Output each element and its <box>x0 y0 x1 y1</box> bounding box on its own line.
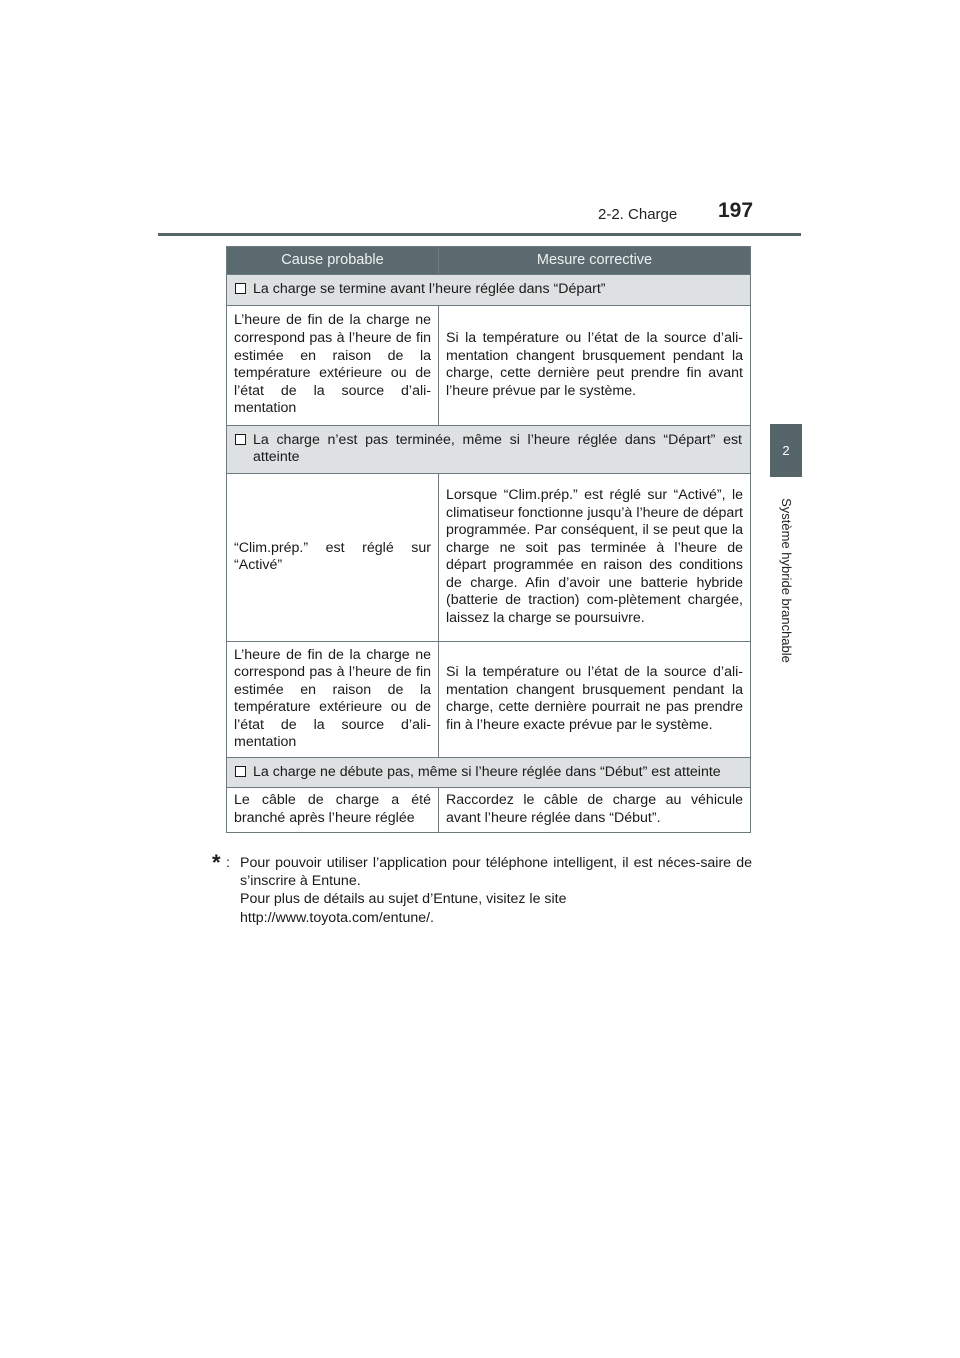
table-row <box>227 641 751 757</box>
measure-cell: Si la température ou l’état de la source d’ali-mentation changent brusquement pendant la charge, cette dernière pourrait ne pas prendre fin à l’heure exacte prévue par le système. <box>439 641 751 757</box>
checkbox-icon <box>235 766 246 777</box>
measure-cell: Lorsque “Clim.prép.” est réglé sur “Activé”, le climatiseur fonctionne jusqu’à l’heure de départ programmée. Par conséquent, il se peut que la charge ne soit pas terminée à l’heure de départ programmée en raison des conditions de charge. Afin d’avoir une batterie hybride (batterie de traction) com-plètement chargée, laissez la charge se poursuivre. <box>439 473 751 641</box>
group-heading-text: La charge n’est pas terminée, même si l’heure réglée dans “Départ” est atteinte <box>253 431 742 466</box>
checkbox-icon <box>235 434 246 445</box>
column-header-cause: Cause probable <box>227 247 439 275</box>
page-number: 197 <box>718 199 754 222</box>
group-heading-row <box>227 757 751 788</box>
checkbox-icon <box>235 283 246 294</box>
header-rule <box>158 233 801 236</box>
chapter-tab: 2 <box>770 424 802 477</box>
table-row <box>227 305 751 425</box>
table-row <box>227 473 751 641</box>
group-heading <box>227 757 751 788</box>
footnote-line-1: Pour pouvoir utiliser l’application pour téléphone intelligent, il est néces-saire de s’inscrire à Entune. <box>240 855 752 890</box>
chapter-label-text: Système hybride branchable <box>778 497 794 663</box>
cause-cell: “Clim.prép.” est réglé sur “Activé” <box>227 473 439 641</box>
measure-cell: Raccordez le câble de charge au véhicule avant l’heure réglée dans “Début”. <box>439 788 751 832</box>
group-heading-text: La charge se termine avant l’heure réglée dans “Départ” <box>253 281 606 297</box>
footnote-marker: * <box>212 850 221 875</box>
footnote <box>212 850 752 927</box>
chapter-label <box>770 480 802 680</box>
column-header-measure: Mesure corrective <box>439 247 751 275</box>
group-heading <box>227 425 751 473</box>
measure-cell: Si la température ou l’état de la source d’ali-mentation changent brusquement pendant la charge, cette dernière peut prendre fin avant l’heure prévue par le système. <box>439 305 751 425</box>
cause-cell: L’heure de fin de la charge ne correspond pas à l’heure de fin estimée en raison de la température extérieure ou de l’état de la source d’ali-mentation <box>227 305 439 425</box>
group-heading-row <box>227 275 751 306</box>
group-heading-row <box>227 425 751 473</box>
group-heading <box>227 275 751 306</box>
footnote-colon: : <box>226 855 230 871</box>
table-row <box>227 788 751 832</box>
troubleshooting-table <box>226 246 751 833</box>
cause-cell: Le câble de charge a été branché après l’heure réglée <box>227 788 439 832</box>
section-title: 2-2. Charge <box>598 206 678 223</box>
footnote-line-2: Pour plus de détails au sujet d’Entune, visitez le site <box>240 891 567 908</box>
footnote-link: http://www.toyota.com/entune/. <box>240 909 434 926</box>
cause-cell: L’heure de fin de la charge ne correspond pas à l’heure de fin estimée en raison de la température extérieure ou de l’état de la source d’ali-mentation <box>227 641 439 757</box>
table-header-row <box>227 247 751 275</box>
group-heading-text: La charge ne débute pas, même si l’heure réglée dans “Début” est atteinte <box>253 763 721 780</box>
